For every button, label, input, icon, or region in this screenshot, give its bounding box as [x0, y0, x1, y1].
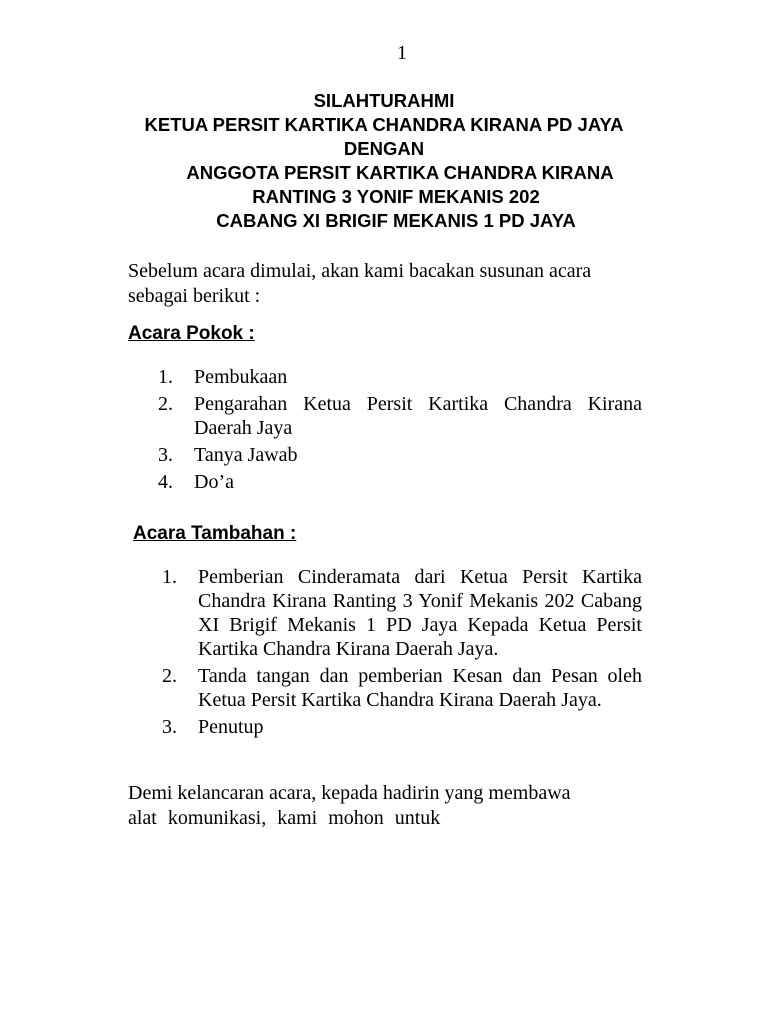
item-number: 2.: [162, 665, 177, 687]
item-text: Pemberian Cinderamata dari Ketua Persit Kartika Chandra Kirana Ranting 3 Yonif Mekanis 202 Cabang XI Brigif Mekanis 1 PD Jaya Kepada Ketua Persit Kartika Chandra Kirana Daerah Jaya.: [198, 566, 642, 660]
title-line: RANTING 3 YONIF MEKANIS 202: [252, 186, 540, 207]
title-line: ANGGOTA PERSIT KARTIKA CHANDRA KIRANA: [186, 162, 614, 183]
list-item: [158, 365, 642, 389]
title-line: KETUA PERSIT KARTIKA CHANDRA KIRANA PD JAYA: [144, 114, 624, 135]
item-text: Do’a: [194, 471, 234, 493]
list-item: [158, 443, 642, 467]
item-text: Penutup: [198, 716, 264, 738]
acara-pokok-list: [158, 365, 642, 497]
item-text: Pengarahan Ketua Persit Kartika Chandra Kirana Daerah Jaya: [194, 393, 642, 439]
list-item: [158, 392, 642, 440]
list-item: [158, 470, 642, 494]
title-line: DENGAN: [343, 138, 425, 159]
page-number: 1: [397, 42, 407, 64]
item-number: 1.: [158, 366, 173, 388]
acara-pokok-heading: Acara Pokok :: [128, 323, 255, 344]
title-line: CABANG XI BRIGIF MEKANIS 1 PD JAYA: [216, 210, 576, 231]
closing-line: alat komunikasi, kami mohon untuk: [128, 807, 441, 829]
list-item: [162, 664, 642, 712]
item-number: 3.: [158, 444, 173, 466]
list-item: [162, 715, 642, 739]
item-number: 3.: [162, 716, 177, 738]
item-number: 4.: [158, 471, 173, 493]
closing-line: Demi kelancaran acara, kepada hadirin yang membawa: [128, 782, 571, 804]
list-item: [162, 565, 642, 661]
acara-tambahan-list: [162, 565, 642, 742]
item-text: Tanda tangan dan pemberian Kesan dan Pesan oleh Ketua Persit Kartika Chandra Kirana Daerah Jaya.: [198, 665, 642, 711]
item-text: Tanya Jawab: [194, 444, 298, 466]
intro-paragraph: Sebelum acara dimulai, akan kami bacakan susunan acara sebagai berikut :: [128, 260, 592, 307]
item-number: 2.: [158, 393, 173, 415]
closing-paragraph: [128, 781, 628, 831]
title-line: SILAHTURAHMI: [313, 90, 455, 111]
item-text: Pembukaan: [194, 366, 288, 388]
document-title: [0, 89, 768, 233]
acara-tambahan-heading: Acara Tambahan :: [133, 523, 297, 544]
item-number: 1.: [162, 566, 177, 588]
